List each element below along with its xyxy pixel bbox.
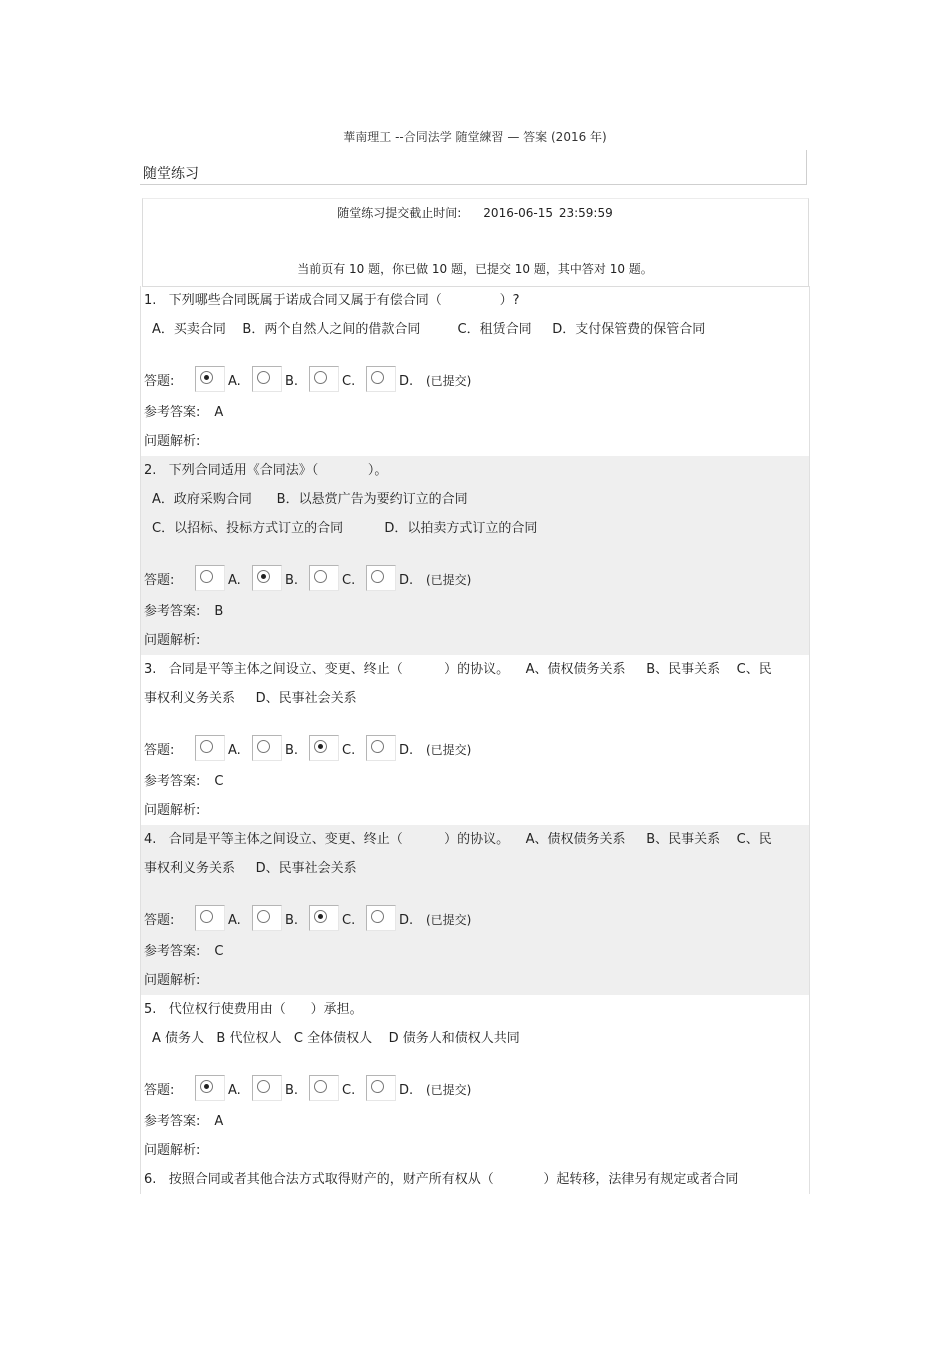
radio-circle-icon: [314, 570, 327, 583]
radio-circle-icon: [200, 1080, 213, 1093]
option-letter: D.: [399, 743, 414, 758]
option-letter: B.: [285, 1083, 299, 1098]
radio-circle-icon: [371, 1080, 384, 1093]
answer-radio[interactable]: [252, 735, 282, 761]
question-block: [141, 286, 809, 456]
question-text: 2. 下列合同适用《合同法》（ ）。: [144, 463, 388, 478]
radio-circle-icon: [257, 910, 270, 923]
radio-circle-icon: [314, 371, 327, 384]
answer-label: 答题:: [144, 374, 175, 389]
question-list: [140, 286, 810, 1194]
option-letter: B.: [285, 573, 299, 588]
radio-circle-icon: [200, 740, 213, 753]
section-header-box: [140, 150, 807, 185]
radio-circle-icon: [314, 1080, 327, 1093]
answer-radio[interactable]: [252, 905, 282, 931]
reference-answer: [144, 392, 809, 427]
option-letter: D.: [399, 1083, 414, 1098]
answer-row: [144, 713, 809, 761]
option-letter: C.: [342, 573, 356, 588]
analysis-label: 问题解析:: [144, 803, 201, 818]
summary-text: 当前页有 10 题，你已做 10 题，已提交 10 题，其中答对 10 题。: [297, 262, 653, 276]
option-letter: C.: [342, 743, 356, 758]
reference-answer: [144, 761, 809, 796]
question-text: 4. 合同是平等主体之间设立、变更、终止（ ）的协议。 A、债权债务关系 B、民事关系 C、民: [144, 832, 772, 847]
answer-radio[interactable]: [195, 565, 225, 591]
reference-label: 参考答案:: [144, 944, 201, 959]
option-letter: A.: [228, 743, 241, 758]
question-text: 6. 按照合同或者其他合法方式取得财产的，财产所有权从（ ）起转移，法律另有规定或者合同: [144, 1172, 739, 1187]
submitted-status: (已提交): [426, 913, 472, 927]
answer-radio[interactable]: [309, 366, 339, 392]
option-letter: A.: [228, 374, 241, 389]
question-block: [141, 825, 809, 995]
radio-circle-icon: [257, 570, 270, 583]
answer-radio[interactable]: [366, 735, 396, 761]
option-letter: C.: [342, 1083, 356, 1098]
option-letter: B.: [285, 913, 299, 928]
answer-radio[interactable]: [252, 366, 282, 392]
answer-radio[interactable]: [195, 366, 225, 392]
radio-circle-icon: [257, 1080, 270, 1093]
reference-value: C: [214, 944, 224, 959]
answer-row: [144, 543, 809, 591]
question-text: 3. 合同是平等主体之间设立、变更、终止（ ）的协议。 A、债权债务关系 B、民事关系 C、民: [144, 662, 772, 677]
option-letter: D.: [399, 374, 414, 389]
reference-value: B: [214, 604, 224, 619]
answer-radio[interactable]: [309, 1075, 339, 1101]
reference-label: 参考答案:: [144, 774, 201, 789]
answer-radio[interactable]: [309, 905, 339, 931]
option-letter: C.: [342, 913, 356, 928]
reference-answer: [144, 591, 809, 626]
option-letter: D.: [399, 573, 414, 588]
option-letter: A.: [228, 1083, 241, 1098]
answer-label: 答题:: [144, 743, 175, 758]
radio-circle-icon: [314, 740, 327, 753]
deadline-label: 随堂练习提交截止时间:: [337, 206, 462, 220]
reference-answer: [144, 931, 809, 966]
question-block: [141, 995, 809, 1165]
submitted-status: (已提交): [426, 1083, 472, 1097]
answer-label: 答题:: [144, 913, 175, 928]
question-options: C．以招标、投标方式订立的合同 D．以拍卖方式订立的合同: [152, 521, 538, 536]
option-letter: C.: [342, 374, 356, 389]
reference-answer: [144, 1101, 809, 1136]
answer-row: [144, 344, 809, 392]
section-title: 随堂练习: [143, 166, 199, 182]
radio-circle-icon: [257, 371, 270, 384]
answer-radio[interactable]: [195, 735, 225, 761]
reference-value: A: [214, 405, 224, 420]
question-text: 1. 下列哪些合同既属于诺成合同又属于有偿合同（ ）?: [144, 293, 520, 308]
answer-row: [144, 883, 809, 931]
radio-circle-icon: [200, 570, 213, 583]
radio-circle-icon: [200, 371, 213, 384]
option-letter: A.: [228, 913, 241, 928]
question-options: A．买卖合同 B．两个自然人之间的借款合同 C．租赁合同 D．支付保管费的保管合同: [152, 322, 706, 337]
question-block: [141, 1165, 809, 1194]
option-letter: B.: [285, 743, 299, 758]
reference-value: A: [214, 1114, 224, 1129]
radio-circle-icon: [257, 740, 270, 753]
radio-circle-icon: [200, 910, 213, 923]
answer-radio[interactable]: [252, 1075, 282, 1101]
analysis-label: 问题解析:: [144, 633, 201, 648]
answer-radio[interactable]: [309, 735, 339, 761]
answer-label: 答题:: [144, 1083, 175, 1098]
answer-radio[interactable]: [252, 565, 282, 591]
reference-label: 参考答案:: [144, 604, 201, 619]
question-options: A．政府采购合同 B．以悬赏广告为要约订立的合同: [152, 492, 468, 507]
analysis-label: 问题解析:: [144, 973, 201, 988]
submitted-status: (已提交): [426, 743, 472, 757]
radio-circle-icon: [371, 371, 384, 384]
answer-radio[interactable]: [366, 366, 396, 392]
reference-value: C: [214, 774, 224, 789]
question-block: [141, 456, 809, 655]
option-letter: D.: [399, 913, 414, 928]
answer-radio[interactable]: [366, 1075, 396, 1101]
answer-row: [144, 1053, 809, 1101]
submitted-status: (已提交): [426, 573, 472, 587]
radio-circle-icon: [314, 910, 327, 923]
answer-label: 答题:: [144, 573, 175, 588]
deadline-value: 2016-06-15 23:59:59: [483, 206, 613, 220]
option-letter: A.: [228, 573, 241, 588]
answer-radio[interactable]: [195, 905, 225, 931]
option-letter: B.: [285, 374, 299, 389]
document-title: 華南理工 --合同法学 随堂練習 — 答案 (2016 年): [343, 130, 607, 144]
analysis-label: 问题解析:: [144, 1143, 201, 1158]
answer-radio[interactable]: [366, 565, 396, 591]
submitted-status: (已提交): [426, 374, 472, 388]
question-text: 事权利义务关系 D、民事社会关系: [144, 861, 357, 876]
reference-label: 参考答案:: [144, 1114, 201, 1129]
answer-radio[interactable]: [309, 565, 339, 591]
question-options: A 债务人 B 代位权人 C 全体债权人 D 债务人和债权人共同: [152, 1031, 520, 1046]
answer-radio[interactable]: [366, 905, 396, 931]
question-text: 5. 代位权行使费用由（ ）承担。: [144, 1002, 363, 1017]
question-block: [141, 655, 809, 825]
reference-label: 参考答案:: [144, 405, 201, 420]
radio-circle-icon: [371, 570, 384, 583]
question-text: 事权利义务关系 D、民事社会关系: [144, 691, 357, 706]
answer-radio[interactable]: [195, 1075, 225, 1101]
deadline-row: [0, 204, 950, 221]
radio-circle-icon: [371, 910, 384, 923]
analysis-label: 问题解析:: [144, 434, 201, 449]
radio-circle-icon: [371, 740, 384, 753]
